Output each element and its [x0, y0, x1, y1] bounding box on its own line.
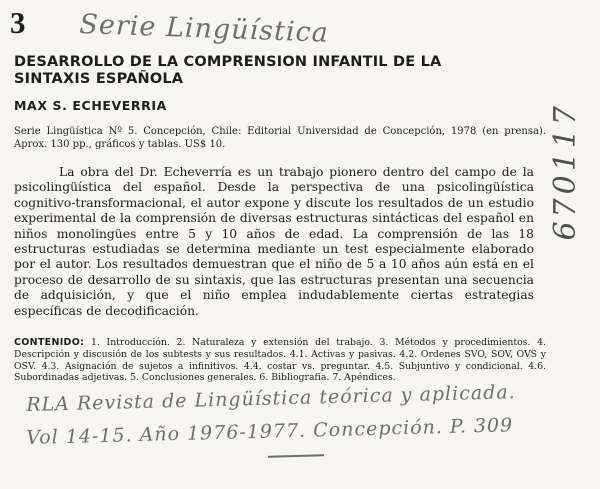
book-author: MAX S. ECHEVERRIA: [14, 98, 167, 113]
handwritten-journal-reference: RLA Revista de Lingüística teórica y aplicada.: [26, 381, 516, 416]
handwritten-call-number: 670117: [548, 102, 583, 241]
book-title: DESARROLLO DE LA COMPRENSION INFANTIL DE LA SINTAXIS ESPAÑOLA: [14, 54, 442, 87]
handwritten-volume-reference: Vol 14-15. Año 1976-1977. Concepción. P. 309: [26, 414, 514, 449]
abstract-paragraph: La obra del Dr. Echeverría es un trabajo pionero dentro del campo de la psicolingüística del español. Desde la perspectiva de una psicolingüística cognitivo-transformacional, el autor expone y discute los resultados de un estudio experimental de la comprensión de diversas estructuras sintácticas del español en niños monolingües entre 5 y 10 años de edad. La comprensión de las 18 estructuras estudiadas se determina mediante un test especialmente elaborado por el autor. Los resultados demuestran que el niño de 5 a 10 años aún está en el proceso de desarrollo de su sintaxis, que las estructuras presentan una secuencia de adquisición, y que el niño emplea indudablemente ciertas estrategias específicas de decodificación.: [14, 165, 534, 318]
contents-text: 1. Introducción. 2. Naturaleza y extensión del trabajo. 3. Métodos y procedimientos. 4. Descripción y discusión de los subtests y sus resultados. 4.1. Activas y pasivas. 4.2. Ordenes SVO, SOV, OVS y OSV. 4.3. Asignación de sujetos a infinitivos. 4.4. costar vs. preguntar. 4.5. Subjuntivo y condicional. 4.6. Subordinadas adjetivas. 5. Conclusiones generales. 6. Bibliografía. 7. Apéndices.: [14, 337, 546, 384]
table-of-contents: [14, 337, 546, 384]
handwritten-underline: [268, 454, 324, 457]
entry-number: 3: [10, 5, 26, 40]
contents-label: CONTENIDO:: [14, 337, 85, 348]
publication-details: Serie Lingüística Nº 5. Concepción, Chile: Editorial Universidad de Concepción, 1978 (en prensa). Aprox. 130 pp., gráficos y tablas. US$ 10.: [14, 126, 546, 150]
handwritten-series-note: Serie Lingüística: [78, 9, 330, 49]
